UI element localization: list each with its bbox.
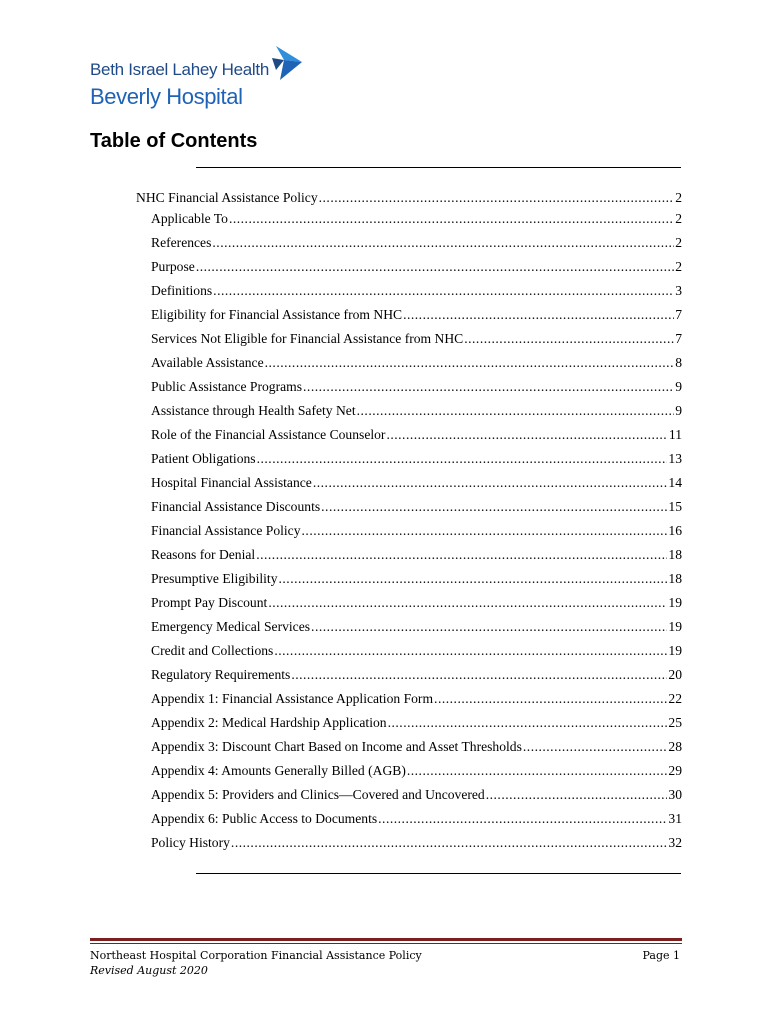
toc-entry-label: Appendix 6: Public Access to Documents xyxy=(151,811,378,826)
toc-dot-leader xyxy=(231,835,667,851)
toc-dot-leader xyxy=(302,523,668,539)
toc-dot-leader xyxy=(303,379,674,395)
toc-entry-page: 19 xyxy=(668,619,682,634)
toc-entry-label: Eligibility for Financial Assistance from NHC xyxy=(151,307,403,322)
toc-entry-page: 29 xyxy=(668,763,682,778)
toc-dot-leader xyxy=(313,475,668,491)
toc-dot-leader xyxy=(386,427,667,443)
toc-entry-label: References xyxy=(151,235,212,250)
toc-entry-page: 16 xyxy=(668,523,682,538)
toc-entry[interactable] xyxy=(136,427,682,451)
toc-entry[interactable] xyxy=(136,190,682,211)
toc-entry[interactable] xyxy=(136,619,682,643)
toc-entry-label: Emergency Medical Services xyxy=(151,619,311,634)
toc-dot-leader xyxy=(268,595,667,611)
toc-entry[interactable] xyxy=(136,307,682,331)
toc-entry[interactable] xyxy=(136,259,682,283)
toc-entry[interactable] xyxy=(136,235,682,259)
toc-entry-label: Policy History xyxy=(151,835,230,850)
bird-arrow-logo-mark-icon xyxy=(262,46,302,82)
toc-entry-label: Appendix 3: Discount Chart Based on Income and Asset Thresholds xyxy=(151,739,522,754)
toc-entry-label: Applicable To xyxy=(151,211,228,226)
toc-heading: Table of Contents xyxy=(90,130,258,152)
toc-entry[interactable] xyxy=(136,715,682,739)
toc-entry[interactable] xyxy=(136,691,682,715)
toc-entry-page: 8 xyxy=(675,355,682,370)
toc-entry[interactable] xyxy=(136,355,682,379)
toc-entry-page: 32 xyxy=(668,835,682,850)
toc-entry-label: Purpose xyxy=(151,259,195,274)
toc-dot-leader xyxy=(229,211,674,227)
toc-entry[interactable] xyxy=(136,523,682,547)
toc-dot-leader xyxy=(486,787,668,803)
logo-hospital-name: Beverly Hospital xyxy=(90,84,243,109)
toc-entry-page: 2 xyxy=(675,235,682,250)
toc-entry[interactable] xyxy=(136,835,682,859)
toc-entry-page: 14 xyxy=(668,475,682,490)
toc-dot-leader xyxy=(403,307,674,323)
logo-parent-name: Beth Israel Lahey Health xyxy=(90,60,269,79)
toc-entry[interactable] xyxy=(136,811,682,835)
toc-entry-page: 2 xyxy=(675,190,682,205)
toc-entry[interactable] xyxy=(136,451,682,475)
toc-dot-leader xyxy=(291,667,667,683)
toc-bottom-rule xyxy=(196,873,681,874)
toc-entry[interactable] xyxy=(136,499,682,523)
toc-top-rule xyxy=(196,167,681,168)
toc-entry-label: Public Assistance Programs xyxy=(151,379,303,394)
toc-dot-leader xyxy=(279,571,668,587)
toc-dot-leader xyxy=(256,547,667,563)
toc-dot-leader xyxy=(523,739,668,755)
toc-entry-label: Appendix 1: Financial Assistance Application Form xyxy=(151,691,434,706)
toc-dot-leader xyxy=(196,259,674,275)
toc-dot-leader xyxy=(357,403,675,419)
toc-dot-leader xyxy=(265,355,675,371)
toc-entry-page: 31 xyxy=(668,811,682,826)
toc-entry[interactable] xyxy=(136,739,682,763)
toc-entry-label: Appendix 5: Providers and Clinics—Covered and Uncovered xyxy=(151,787,485,802)
toc-entry[interactable] xyxy=(136,763,682,787)
toc-entry[interactable] xyxy=(136,667,682,691)
toc-entry[interactable] xyxy=(136,547,682,571)
toc-dot-leader xyxy=(213,283,674,299)
footer-revised-date: Revised August 2020 xyxy=(90,964,208,977)
toc-entry-label: Credit and Collections xyxy=(151,643,274,658)
toc-dot-leader xyxy=(274,643,667,659)
toc-entry-page: 3 xyxy=(675,283,682,298)
toc-dot-leader xyxy=(321,499,667,515)
toc-entry-page: 7 xyxy=(675,331,682,346)
toc-entry-page: 2 xyxy=(675,211,682,226)
toc-entry-label: Services Not Eligible for Financial Assistance from NHC xyxy=(151,331,464,346)
toc-entry-label: Appendix 4: Amounts Generally Billed (AGB) xyxy=(151,763,406,778)
toc-entry-label: NHC Financial Assistance Policy xyxy=(136,190,318,205)
toc-entry-page: 15 xyxy=(668,499,682,514)
toc-entry-page: 22 xyxy=(668,691,682,706)
toc-dot-leader xyxy=(464,331,674,347)
footer-rule xyxy=(90,938,682,941)
toc-entry-label: Financial Assistance Policy xyxy=(151,523,301,538)
toc-dot-leader xyxy=(378,811,667,827)
toc-entry-label: Appendix 2: Medical Hardship Application xyxy=(151,715,387,730)
toc-dot-leader xyxy=(434,691,667,707)
toc-entry[interactable] xyxy=(136,379,682,403)
toc-entry-label: Presumptive Eligibility xyxy=(151,571,278,586)
toc-entry[interactable] xyxy=(136,787,682,811)
toc-entry-page: 9 xyxy=(675,379,682,394)
toc-entry-page: 25 xyxy=(668,715,682,730)
toc-entry-label: Financial Assistance Discounts xyxy=(151,499,321,514)
toc-entry[interactable] xyxy=(136,475,682,499)
toc-entry-page: 9 xyxy=(675,403,682,418)
toc-entry[interactable] xyxy=(136,331,682,355)
toc-entry-page: 11 xyxy=(668,427,682,442)
toc-entry-label: Available Assistance xyxy=(151,355,264,370)
toc-entry-label: Assistance through Health Safety Net xyxy=(151,403,356,418)
toc-entry-page: 13 xyxy=(668,451,682,466)
toc-dot-leader xyxy=(388,715,668,731)
toc-dot-leader xyxy=(319,190,675,206)
toc-entry[interactable] xyxy=(136,283,682,307)
toc-dot-leader xyxy=(212,235,674,251)
toc-entry-page: 18 xyxy=(668,571,682,586)
toc-entry[interactable] xyxy=(136,643,682,667)
toc-entry-page: 28 xyxy=(668,739,682,754)
toc-entry-page: 19 xyxy=(668,595,682,610)
toc-entry-label: Prompt Pay Discount xyxy=(151,595,268,610)
toc-entry-label: Definitions xyxy=(151,283,213,298)
toc-dot-leader xyxy=(311,619,667,635)
toc-entry-page: 18 xyxy=(668,547,682,562)
toc-list xyxy=(136,190,682,859)
toc-dot-leader xyxy=(407,763,668,779)
toc-entry[interactable] xyxy=(136,595,682,619)
toc-entry-label: Hospital Financial Assistance xyxy=(151,475,312,490)
toc-dot-leader xyxy=(257,451,668,467)
footer-document-info xyxy=(90,948,422,978)
toc-entry-label: Patient Obligations xyxy=(151,451,256,466)
logo xyxy=(90,46,305,114)
toc-entry-label: Regulatory Requirements xyxy=(151,667,291,682)
toc-entry[interactable] xyxy=(136,211,682,235)
toc-entry-label: Role of the Financial Assistance Counselor xyxy=(151,427,386,442)
toc-entry[interactable] xyxy=(136,403,682,427)
footer-rule-thin xyxy=(90,943,682,944)
footer-page-number: Page 1 xyxy=(642,949,680,962)
toc-entry-label: Reasons for Denial xyxy=(151,547,256,562)
toc-entry[interactable] xyxy=(136,571,682,595)
toc-entry-page: 30 xyxy=(668,787,682,802)
toc-entry-page: 2 xyxy=(675,259,682,274)
toc-entry-page: 19 xyxy=(668,643,682,658)
toc-entry-page: 20 xyxy=(668,667,682,682)
footer-title: Northeast Hospital Corporation Financial Assistance Policy xyxy=(90,949,422,962)
toc-entry-page: 7 xyxy=(675,307,682,322)
